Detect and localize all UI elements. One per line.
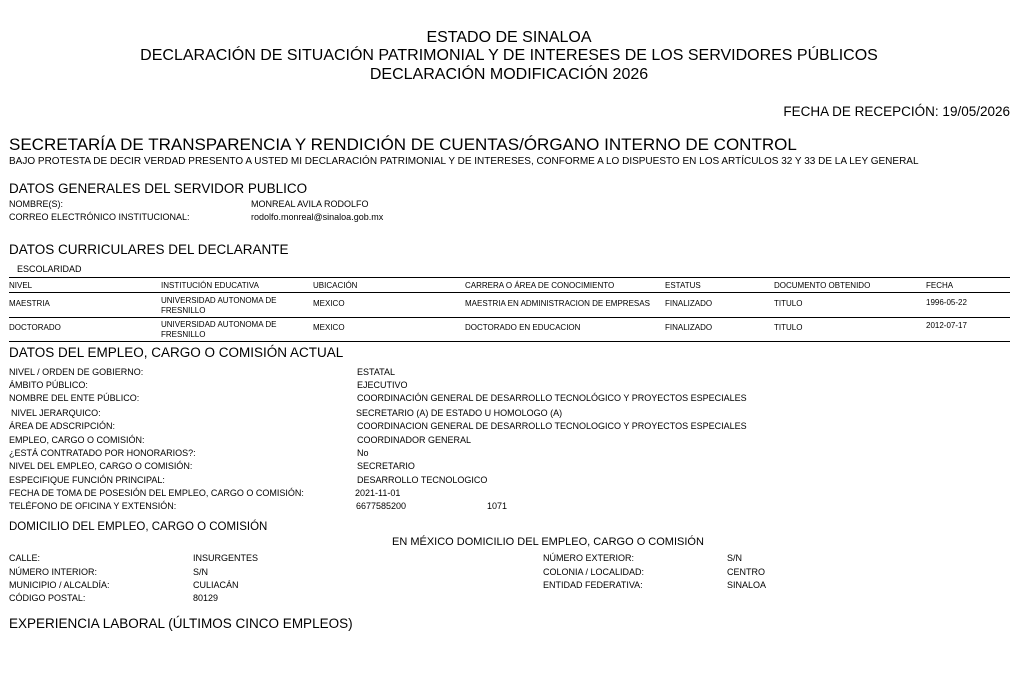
employment-title: DATOS DEL EMPLEO, CARGO O COMISIÓN ACTUAL (9, 345, 344, 360)
col-nivel: NIVEL (9, 281, 33, 290)
field-value: 2021-11-01 (355, 488, 401, 498)
field-label: ¿ESTÁ CONTRATADO POR HONORARIOS?: (9, 448, 196, 458)
experience-title: EXPERIENCIA LABORAL (ÚLTIMOS CINCO EMPLEOS) (9, 616, 353, 631)
field-label: ÁMBITO PÚBLICO: (9, 380, 88, 390)
field-label: ENTIDAD FEDERATIVA: (543, 580, 643, 590)
field-label: TELÉFONO DE OFICINA Y EXTENSIÓN: (9, 501, 177, 511)
field-value: SECRETARIO (A) DE ESTADO U HOMOLOGO (A) (356, 408, 563, 418)
col-institucion: INSTITUCIÓN EDUCATIVA (161, 281, 259, 290)
document-subtitle: DECLARACIÓN DE SITUACIÓN PATRIMONIAL Y DE INTERESES DE LOS SERVIDORES PÚBLICOS (140, 47, 878, 64)
field-value: COORDINACION GENERAL DE DESARROLLO TECNOLOGICO Y PROYECTOS ESPECIALES (357, 421, 747, 431)
field-value: ESTATAL (357, 367, 396, 377)
curricular-title: DATOS CURRICULARES DEL DECLARANTE (9, 242, 289, 257)
document-title: ESTADO DE SINALOA (426, 29, 592, 46)
field-label: COLONIA / LOCALIDAD: (543, 567, 645, 577)
field-value: SECRETARIO (357, 461, 415, 471)
field-value: COORDINADOR GENERAL (357, 435, 472, 445)
row-rule (9, 317, 1010, 318)
row-nivel: DOCTORADO (9, 323, 61, 332)
table-bottom-rule (9, 341, 1010, 342)
field-value: S/N (727, 553, 743, 563)
col-estatus: ESTATUS (665, 281, 701, 290)
row-institucion: UNIVERSIDAD AUTONOMA DE FRESNILLO (161, 296, 277, 315)
field-value: No (357, 448, 369, 458)
name-value: MONREAL AVILA RODOLFO (251, 199, 369, 209)
field-label: CALLE: (9, 553, 41, 563)
field-label: NIVEL / ORDEN DE GOBIERNO: (9, 367, 144, 377)
field-label: MUNICIPIO / ALCALDÍA: (9, 580, 110, 590)
field-label: ÁREA DE ADSCRIPCIÓN: (9, 421, 116, 431)
field-value: S/N (193, 567, 209, 577)
declaration-type: DECLARACIÓN MODIFICACIÓN 2026 (369, 66, 649, 83)
row-fecha: 2012-07-17 (926, 321, 967, 330)
domicile-title: DOMICILIO DEL EMPLEO, CARGO O COMISIÓN (9, 521, 268, 533)
phone-extension: 1071 (487, 501, 508, 511)
field-value: 80129 (193, 593, 219, 603)
field-value: COORDINACIÓN GENERAL DE DESARROLLO TECNOLÓGICO Y PROYECTOS ESPECIALES (357, 393, 747, 403)
row-ubicacion: MEXICO (313, 299, 345, 308)
field-label: NÚMERO INTERIOR: (9, 567, 98, 577)
row-documento: TITULO (774, 299, 803, 308)
protest-statement: BAJO PROTESTA DE DECIR VERDAD PRESENTO A USTED MI DECLARACIÓN PATRIMONIAL Y DE INTERESES, CONFORME A LO DISPUESTO EN LOS ARTÍCULOS 32 Y 33 DE LA LEY GENERAL (9, 156, 919, 167)
row-carrera: MAESTRIA EN ADMINISTRACION DE EMPRESAS (465, 299, 650, 308)
schooling-subtitle: ESCOLARIDAD (17, 264, 82, 274)
email-value: rodolfo.monreal@sinaloa.gob.mx (251, 212, 384, 222)
field-value: INSURGENTES (193, 553, 259, 563)
field-label: NÚMERO EXTERIOR: (543, 553, 635, 563)
field-label: CÓDIGO POSTAL: (9, 593, 86, 603)
row-estatus: FINALIZADO (665, 323, 713, 332)
table-top-rule (9, 277, 1010, 278)
col-documento: DOCUMENTO OBTENIDO (774, 281, 871, 290)
field-value: CENTRO (727, 567, 765, 577)
col-ubicacion: UBICACIÓN (313, 281, 358, 290)
field-label: NIVEL JERARQUICO: (11, 408, 101, 418)
row-institucion: UNIVERSIDAD AUTONOMA DE FRESNILLO (161, 320, 277, 339)
row-carrera: DOCTORADO EN EDUCACION (465, 323, 581, 332)
field-value: SINALOA (727, 580, 767, 590)
field-label: EMPLEO, CARGO O COMISIÓN: (9, 435, 145, 445)
general-data-title: DATOS GENERALES DEL SERVIDOR PUBLICO (9, 181, 308, 196)
authority-title: SECRETARÍA DE TRANSPARENCIA Y RENDICIÓN DE CUENTAS/ÓRGANO INTERNO DE CONTROL (9, 135, 797, 154)
header-rule (9, 292, 1010, 293)
row-documento: TITULO (774, 323, 803, 332)
reception-date: FECHA DE RECEPCIÓN: 19/05/2026 (783, 104, 1010, 119)
row-fecha: 1996-05-22 (926, 298, 967, 307)
field-label: NOMBRE DEL ENTE PÚBLICO: (9, 393, 140, 403)
field-value: DESARROLLO TECNOLOGICO (357, 475, 488, 485)
row-nivel: MAESTRIA (9, 299, 50, 308)
col-fecha: FECHA (926, 281, 954, 290)
col-carrera: CARRERA O ÁREA DE CONOCIMIENTO (465, 281, 615, 290)
row-ubicacion: MEXICO (313, 323, 345, 332)
domicile-country-heading: EN MÉXICO DOMICILIO DEL EMPLEO, CARGO O COMISIÓN (392, 536, 704, 548)
row-estatus: FINALIZADO (665, 299, 713, 308)
field-label: NIVEL DEL EMPLEO, CARGO O COMISIÓN: (9, 461, 193, 471)
field-value: 6677585200 (356, 501, 407, 511)
field-label: FECHA DE TOMA DE POSESIÓN DEL EMPLEO, CARGO O COMISIÓN: (9, 488, 304, 498)
email-label: CORREO ELECTRÓNICO INSTITUCIONAL: (9, 212, 190, 222)
name-label: NOMBRE(S): (9, 199, 63, 209)
field-value: EJECUTIVO (357, 380, 408, 390)
field-label: ESPECIFIQUE FUNCIÓN PRINCIPAL: (9, 475, 165, 485)
field-value: CULIACÁN (193, 580, 239, 590)
